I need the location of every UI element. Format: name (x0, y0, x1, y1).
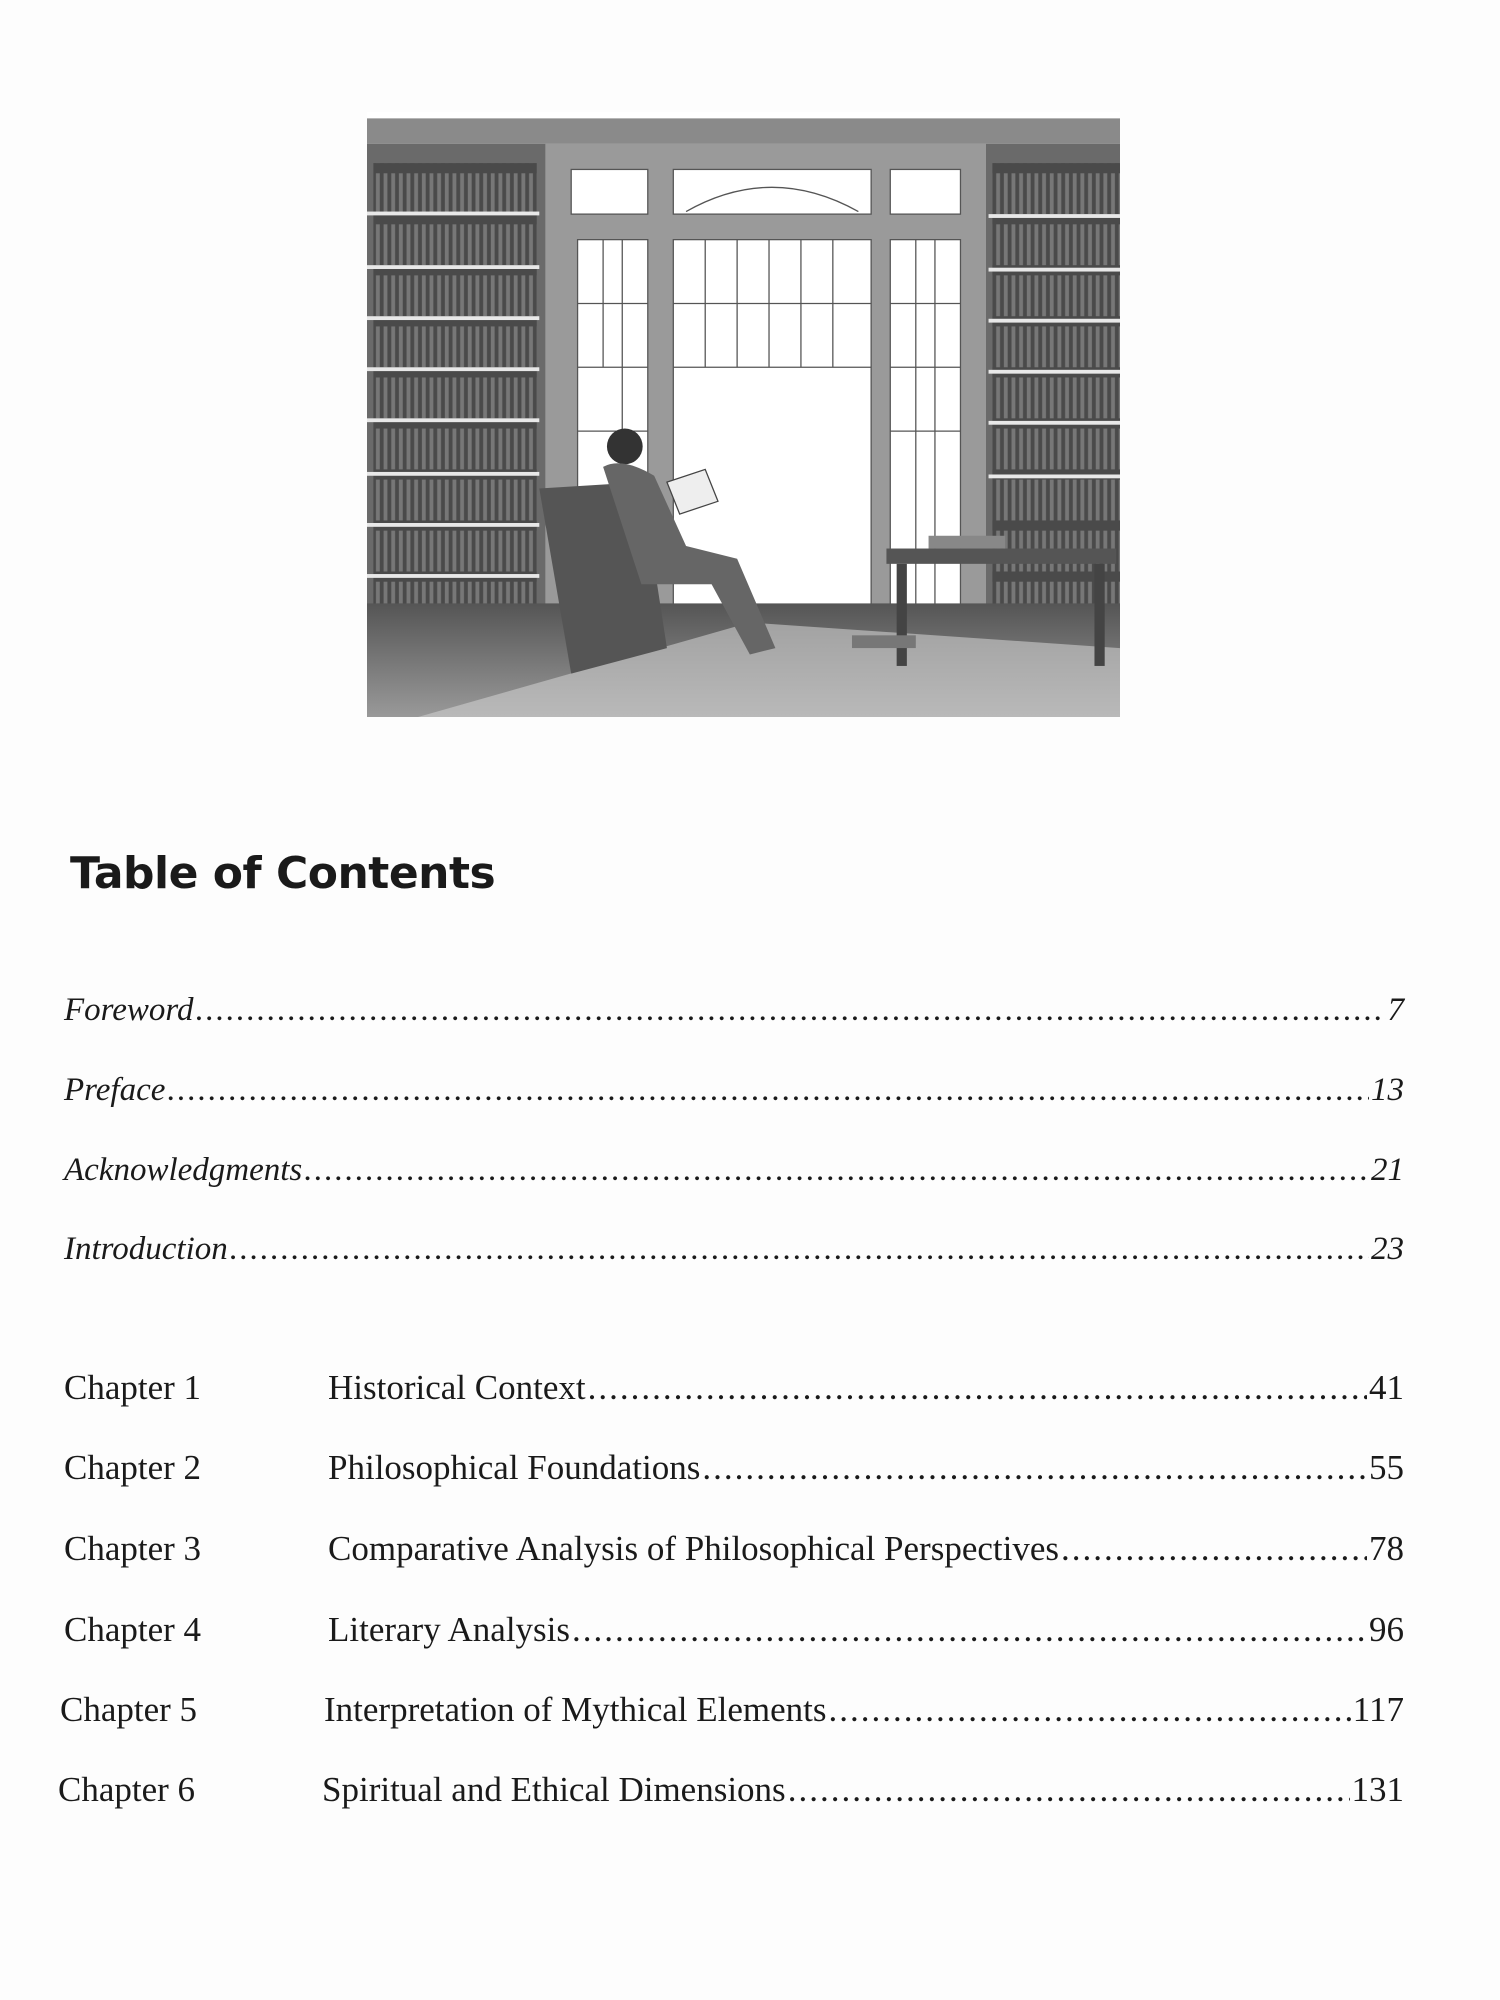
entry-label: Foreword (64, 992, 194, 1028)
entry-label: Preface (64, 1072, 166, 1108)
chapter-title: Spiritual and Ethical Dimensions (322, 1770, 786, 1809)
chapter-number: Chapter 1 (64, 1368, 202, 1407)
toc-entry-chapter-2[interactable] (64, 1448, 1404, 1488)
dot-leader (702, 1448, 1367, 1488)
toc-entry-acknowledgments[interactable] (64, 1152, 1404, 1189)
chapter-title: Interpretation of Mythical Elements (324, 1690, 827, 1729)
toc-entry-preface[interactable] (64, 1072, 1404, 1109)
entry-page: 7 (1387, 992, 1404, 1028)
entry-label: Acknowledgments (64, 1152, 303, 1188)
page-title: Table of Contents (70, 848, 496, 899)
chapter-page: 55 (1369, 1448, 1404, 1487)
dot-leader (588, 1368, 1367, 1408)
dot-leader (230, 1231, 1369, 1268)
entry-page: 21 (1371, 1152, 1404, 1188)
chapter-title: Historical Context (328, 1368, 586, 1407)
chapter-page: 117 (1352, 1690, 1404, 1729)
chapter-number: Chapter 2 (64, 1448, 202, 1487)
chapter-page: 78 (1369, 1529, 1404, 1568)
chapter-title: Literary Analysis (328, 1610, 571, 1649)
chapter-number: Chapter 5 (60, 1690, 198, 1729)
chapter-number: Chapter 3 (64, 1529, 202, 1568)
library-reading-illustration (367, 112, 1120, 717)
chapter-title: Philosophical Foundations (328, 1448, 701, 1487)
chapter-page: 131 (1351, 1770, 1404, 1809)
toc-entry-foreword[interactable] (64, 992, 1404, 1029)
entry-label: Introduction (64, 1231, 228, 1267)
dot-leader (1061, 1529, 1367, 1569)
chapter-number: Chapter 4 (64, 1610, 202, 1649)
entry-page: 13 (1371, 1072, 1404, 1108)
toc-entry-chapter-4[interactable] (64, 1610, 1404, 1650)
toc-entry-chapter-1[interactable] (64, 1368, 1404, 1408)
dot-leader (788, 1770, 1350, 1810)
dot-leader (196, 992, 1386, 1029)
toc-entry-chapter-5[interactable] (60, 1690, 1404, 1730)
chapter-title: Comparative Analysis of Philosophical Perspectives (328, 1529, 1060, 1568)
dot-leader (167, 1072, 1369, 1109)
chapter-number: Chapter 6 (58, 1770, 196, 1809)
dot-leader (304, 1152, 1369, 1189)
dot-leader (828, 1690, 1350, 1730)
entry-page: 23 (1371, 1231, 1404, 1267)
toc-entry-introduction[interactable] (64, 1231, 1404, 1268)
left-bookcase (367, 144, 546, 680)
chapter-page: 96 (1369, 1610, 1404, 1649)
toc-entry-chapter-6[interactable] (58, 1770, 1404, 1810)
chapter-page: 41 (1369, 1368, 1404, 1407)
toc-entry-chapter-3[interactable] (64, 1529, 1404, 1569)
dot-leader (572, 1610, 1367, 1650)
